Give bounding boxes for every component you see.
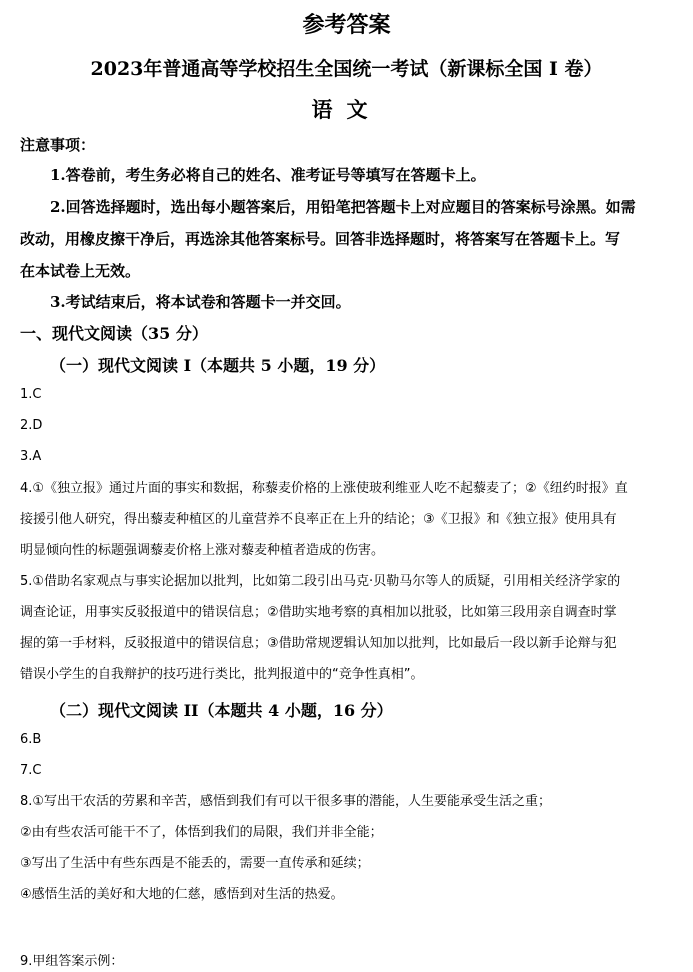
exam-title: 2023年普通高等学校招生全国统一考试（新课标全国 I 卷）	[90, 58, 603, 80]
answer-q8-line-2: ②由有些农活可能干不了，体悟到我们的局限，我们并非全能；	[20, 825, 383, 840]
notice-item-1: 1.答卷前，考生务必将自己的姓名、准考证号等填写在答题卡上。	[50, 166, 486, 184]
answer-q8-line-4: ④感悟生活的美好和大地的仁慈，感悟到对生活的热爱。	[20, 887, 344, 902]
answer-q4-line-2: 接援引他人研究，得出藜麦种植区的儿童营养不良率正在上升的结论；③《卫报》和《独立报》使用具有	[20, 512, 617, 527]
subsection-1-heading: （一）现代文阅读 I（本题共 5 小题，19 分）	[50, 356, 386, 375]
answer-q9: 9.甲组答案示例：	[20, 954, 124, 969]
answer-q6: 6.B	[20, 732, 42, 747]
answer-q2: 2.D	[20, 418, 43, 433]
answer-title: 参考答案	[302, 12, 391, 38]
answer-q8-line-3: ③写出了生活中有些东西是不能丢的，需要一直传承和延续；	[20, 856, 370, 871]
answer-q8-line-1: 8.①写出干农活的劳累和辛苦，感悟到我们有可以干很多事的潜能，人生要能承受生活之重；	[20, 794, 552, 809]
answer-q4-line-1: 4.①《独立报》通过片面的事实和数据，称藜麦价格的上涨使玻利维亚人吃不起藜麦了；②《纽约时报》直	[20, 481, 628, 496]
answer-q1: 1.C	[20, 387, 42, 402]
notice-item-3: 3.考试结束后，将本试卷和答题卡一并交回。	[50, 293, 351, 311]
answer-q3: 3.A	[20, 449, 42, 464]
notice-item-2-line-1: 2.回答选择题时，选出每小题答案后，用铅笔把答题卡上对应题目的答案标号涂黑。如需	[50, 198, 636, 216]
notice-item-2-line-2: 改动，用橡皮擦干净后，再选涂其他答案标号。回答非选择题时，将答案写在答题卡上。写	[20, 230, 621, 248]
answer-q5-line-4: 错误小学生的自我辩护的技巧进行类比，批判报道中的“竞争性真相”。	[20, 667, 424, 682]
answer-q7: 7.C	[20, 763, 42, 778]
answer-q5-line-3: 握的第一手材料，反驳报道中的错误信息；③借助常规逻辑认知加以批判，比如最后一段以新手论辩与犯	[20, 636, 617, 651]
section-heading: 一、现代文阅读（35 分）	[20, 324, 208, 343]
subsection-2-heading: （二）现代文阅读 II（本题共 4 小题，16 分）	[50, 701, 393, 720]
answer-q5-line-2: 调查论证，用事实反驳报道中的错误信息；②借助实地考察的真相加以批驳，比如第三段用亲自调查时掌	[20, 605, 617, 620]
notice-item-2-line-3: 在本试卷上无效。	[20, 262, 141, 280]
notice-heading: 注意事项：	[20, 136, 96, 154]
subject-title: 语文	[311, 97, 382, 122]
answer-q4-line-3: 明显倾向性的标题强调藜麦价格上涨对藜麦种植者造成的伤害。	[20, 543, 385, 558]
answer-q5-line-1: 5.①借助名家观点与事实论据加以批判，比如第二段引出马克·贝勒马尔等人的质疑，引用相关经济学家的	[20, 574, 621, 589]
